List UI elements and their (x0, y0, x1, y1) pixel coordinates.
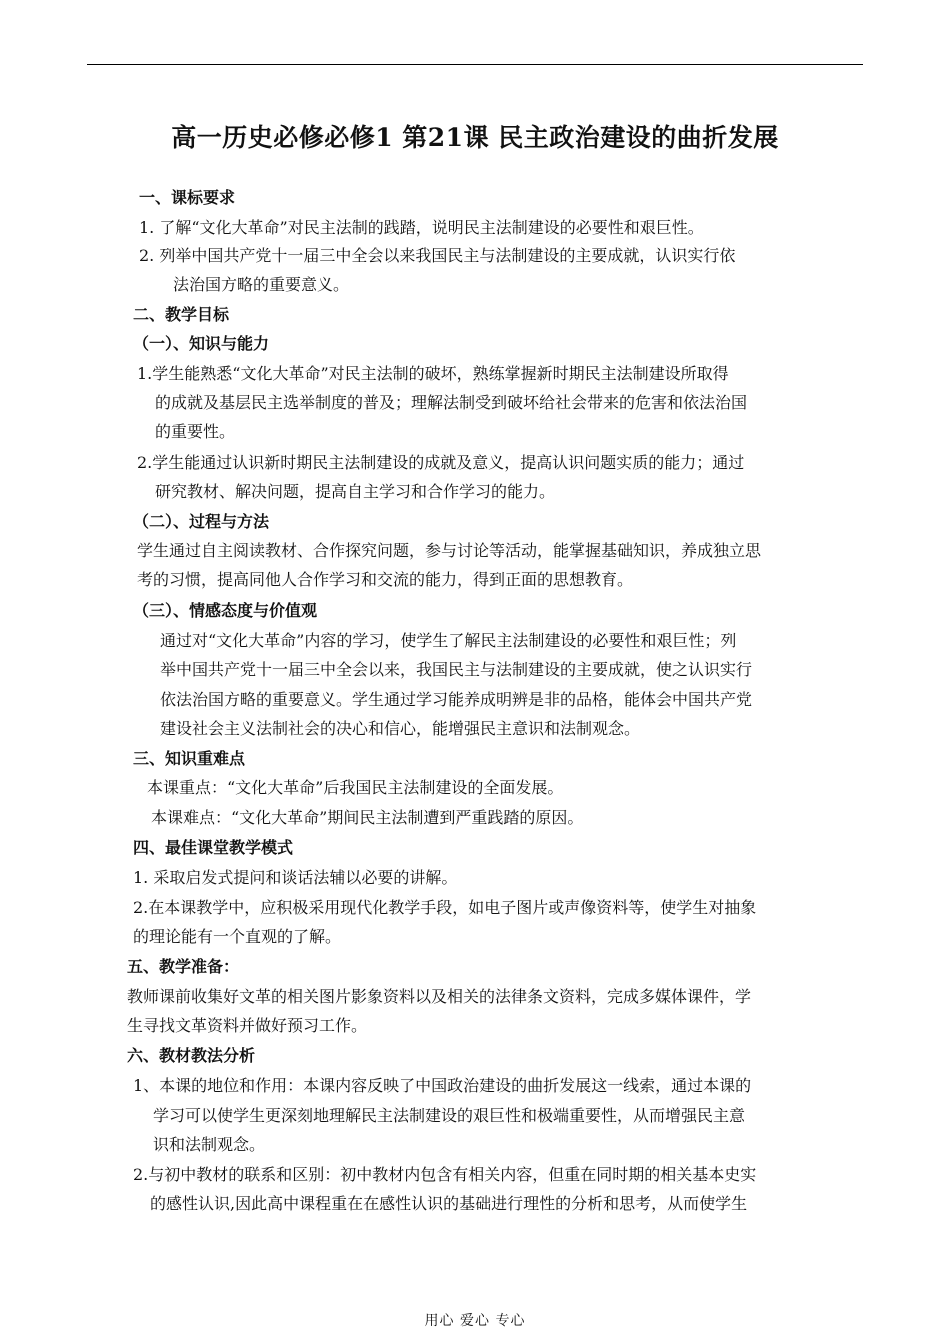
text-line: 研究教材、解决问题，提高自主学习和合作学习的能力。 (155, 482, 556, 501)
text-line: 考的习惯，提高同他人合作学习和交流的能力，得到正面的思想教育。 (137, 570, 634, 589)
text-line: 教师课前收集好文革的相关图片影象资料以及相关的法律条文资料，完成多媒体课件，学 (127, 987, 752, 1006)
section-heading: 四、最佳课堂教学模式 (133, 838, 294, 857)
text-line: 1. 采取启发式提问和谈话法辅以必要的讲解。 (133, 868, 458, 887)
text-line: 1、本课的地位和作用：本课内容反映了中国政治建设的曲折发展这一线索，通过本课的 (133, 1076, 752, 1095)
section-heading: 一、课标要求 (139, 188, 236, 207)
text-line: 通过对“文化大革命”内容的学习，使学生了解民主法制建设的必要性和艰巨性；列 (160, 631, 737, 650)
text-line: 学习可以使学生更深刻地理解民主法制建设的艰巨性和极端重要性，从而增强民主意 (153, 1106, 746, 1125)
text-line: 举中国共产党十一届三中全会以来，我国民主与法制建设的主要成就，使之认识实行 (160, 660, 753, 679)
subsection-heading: （一）、知识与能力 (133, 334, 270, 353)
text-line: 本课重点：“文化大革命”后我国民主法制建设的全面发展。 (147, 778, 564, 797)
text-line: 的成就及基层民主选举制度的普及；理解法制受到破坏给社会带来的危害和依法治国 (155, 393, 748, 412)
section-heading: 五、教学准备： (127, 957, 240, 976)
text-line: 2.学生能通过认识新时期民主法制建设的成就及意义，提高认识问题实质的能力；通过 (137, 453, 745, 472)
subsection-heading: （二）、过程与方法 (133, 512, 270, 531)
text-line: 识和法制观念。 (153, 1135, 266, 1154)
text-line: 建设社会主义法制社会的决心和信心，能增强民主意识和法制观念。 (160, 719, 641, 738)
text-line: 2.在本课教学中，应积极采用现代化教学手段，如电子图片或声像资料等，使学生对抽象 (133, 898, 757, 917)
page-footer: 用心 爱心 专心 (424, 1313, 526, 1329)
header-rule (87, 64, 863, 65)
text-line: 的感性认识,因此高中课程重在在感性认识的基础进行理性的分析和思考，从而使学生 (150, 1194, 748, 1213)
text-line: 生寻找文革资料并做好预习工作。 (127, 1016, 368, 1035)
section-heading: 三、知识重难点 (133, 749, 246, 768)
subsection-heading: （三）、情感态度与价值观 (133, 601, 318, 620)
section-heading: 六、教材教法分析 (127, 1046, 256, 1065)
section-heading: 二、教学目标 (133, 305, 230, 324)
text-line: 法治国方略的重要意义。 (173, 275, 350, 294)
text-line: 本课难点：“文化大革命”期间民主法制遭到严重践踏的原因。 (151, 808, 584, 827)
text-line: 2.与初中教材的联系和区别：初中教材内包含有相关内容，但重在同时期的相关基本史实 (133, 1165, 757, 1184)
text-line: 依法治国方略的重要意义。学生通过学习能养成明辨是非的品格，能体会中国共产党 (160, 690, 753, 709)
text-line: 2. 列举中国共产党十一届三中全会以来我国民主与法制建设的主要成就，认识实行依 (139, 246, 736, 265)
text-line: 的重要性。 (155, 422, 236, 441)
page-title: 高一历史必修必修1 第21课 民主政治建设的曲折发展 (171, 123, 779, 152)
text-line: 的理论能有一个直观的了解。 (133, 927, 342, 946)
text-line: 学生通过自主阅读教材、合作探究问题，参与讨论等活动，能掌握基础知识，养成独立思 (137, 541, 762, 560)
text-line: 1. 了解“文化大革命”对民主法制的践踏，说明民主法制建设的必要性和艰巨性。 (139, 218, 704, 237)
text-line: 1.学生能熟悉“文化大革命”对民主法制的破坏，熟练掌握新时期民主法制建设所取得 (137, 364, 729, 383)
